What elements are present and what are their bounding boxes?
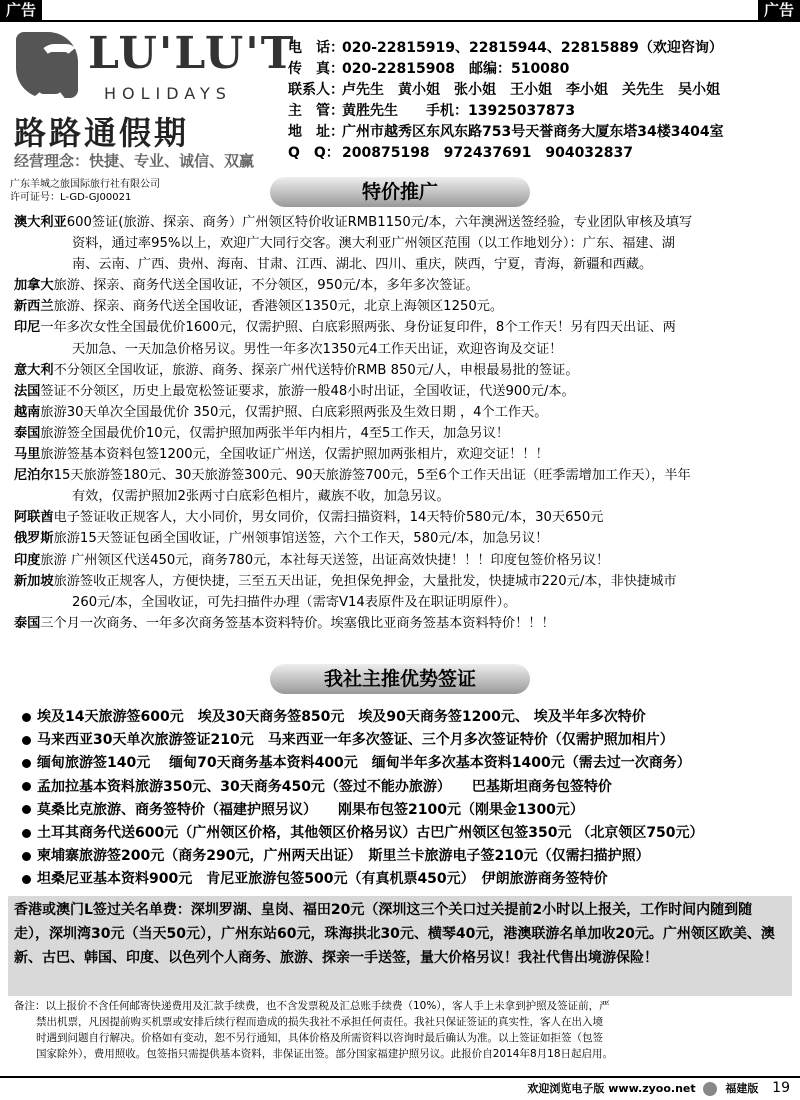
offer-text: 15天旅游签180元、30天旅游签300元、90天旅游签700元，5至6个工作天出证（旺季需增加工作天），半年 [53,468,691,484]
offer-line [14,423,790,444]
offers-list [14,212,790,634]
offer-text: 天加急、一天加急价格另议。男性一年多次1350元4工作天出证，欢迎咨询及交证！ [72,341,563,357]
logo-circle-icon [703,1082,717,1096]
offer-text: 旅游、探亲、商务代送全国收证，不分领区，950元/本，多年多次签证。 [53,278,479,294]
bullet-icon [22,759,31,768]
offer-text: 旅游 广州领区代送450元，商务780元，本社每天送签，出证高效快捷！！！印度包签价格另议！ [40,552,610,568]
offer-text: 资料，通过率95%以上，欢迎广大同行交客。澳大利亚广州领区范围（以工作地划分）：广东、福建、湖 [72,236,675,252]
contact-label: 主 管： [288,103,344,119]
notes [14,998,790,1062]
contact-value: 卢先生 黄小姐 张小姐 王小姐 李小姐 关先生 吴小姐 [342,82,720,98]
contact-value: 广州市越秀区东风东路753号天誉商务大厦东塔34楼3404室 [342,124,724,140]
featured-item [22,706,792,729]
contact-row [288,59,724,80]
offer-country: 澳大利亚 [14,215,67,230]
featured-item [22,868,792,891]
bullet-icon [22,736,31,745]
logo-s-icon [16,32,78,98]
offer-text: 签证不分领区，历史上最宽松签证要求，旅游一般48小时出证，全国收证，代送900元/本。 [40,383,575,399]
bullet-icon [22,852,31,861]
contact-label: 地 址： [288,124,344,140]
offer-line [14,486,790,507]
footer [527,1080,790,1096]
featured-item [22,845,792,868]
featured-text: 莫桑比克旅游、商务签特价（福建护照另议） 刚果布包签2100元（刚果金1300元） [37,801,584,818]
logo-cn-name: 路路通假期 [14,114,190,152]
bullet-icon [22,829,31,838]
contact-row [288,38,724,59]
featured-item [22,799,792,822]
footer-edition: 福建版 [725,1082,759,1095]
offer-line [14,528,790,549]
offer-line [14,571,790,592]
ad-label-right: 广告 [758,0,800,20]
offer-line [14,339,790,360]
contact-block [288,38,724,164]
footer-divider [0,1076,800,1078]
offer-country: 马里 [14,447,41,463]
footer-site-link[interactable]: www.zyoo.net [608,1082,696,1095]
page-number: 19 [772,1080,790,1096]
offer-text: 有效，仅需护照加2张两寸白底彩色相片，藏族不收，加急另议。 [72,489,450,505]
offer-text: 旅游15天签证包函全国收证，广州领事馆送签，六个工作天，580元/本，加急另议！ [53,531,549,547]
license-number: 许可证号：L-GD-GJ00021 [10,192,132,203]
contact-label: Q Q： [288,145,340,161]
bullet-icon [22,782,31,791]
bullet-icon [22,875,31,884]
offer-country: 俄罗斯 [14,531,54,547]
offer-line [14,254,790,275]
offer-text: 600签证(旅游、探亲、商务）广州领区特价收证RMB1150元/本，六年澳洲送签经验，专业团队审核及填写 [66,215,693,230]
logo [8,26,296,176]
ad-label-left: 广告 [0,0,42,20]
note-line: 备注：以上报价不含任何邮寄快递费用及汇款手续费，也不含发票税及汇总账手续费（10%），客人手上未拿到护照及签证前，严 [14,1000,610,1012]
note-line: 时遇到问题自行解决。价格如有变动，恕不另行通知，具体价格及所需资料以咨询时最后确认为准。以上签证如拒签（包签 [36,1032,603,1044]
offer-line [14,550,790,571]
offer-line [14,613,790,634]
logo-brand: LU'LU'T [88,28,296,79]
company-info [10,178,160,204]
offer-text: 旅游签基本资料包签1200元，全国收证广州送，仅需护照加两张相片，欢迎交证！！！ [40,447,549,463]
offer-text: 旅游签收正规客人，方便快捷，三至五天出证，免担保免押金，大量批发，快捷城市220元/本，非快捷城市 [53,573,677,589]
offer-text: 不分领区全国收证，旅游、商务、探亲广州代送特价RMB 850元/人，申根最易批的签证。 [53,362,579,378]
offer-country: 新西兰 [14,299,54,315]
featured-item [22,729,792,752]
offer-text: 三个月一次商务、一年多次商务签基本资料特价。埃塞俄比亚商务签基本资料特价！！！ [40,615,555,631]
featured-text: 孟加拉基本资料旅游350元、30天商务450元（签过不能办旅游） 巴基斯坦商务包签特价 [37,778,612,795]
offer-text: 一年多次女性全国最优价1600元，仅需护照、白底彩照两张、身份证复印件，8个工作天！另有四天出证、两 [40,320,676,336]
offer-text: 旅游、探亲、商务代送全国收证，香港领区1350元，北京上海领区1250元。 [53,299,504,315]
offer-country: 加拿大 [14,278,54,294]
offer-line [14,296,790,317]
logo-motto: 经营理念：快捷、专业、诚信、双赢 [14,152,255,170]
offer-text: 旅游签全国最优价10元，仅需护照加两张半年内相片，4至5工作天，加急另议！ [40,425,510,441]
offer-country: 法国 [14,383,41,399]
offer-country: 泰国 [14,615,41,631]
featured-text: 土耳其商务代送600元（广州领区价格，其他领区价格另议）古巴广州领区包签350元 （北京领区750元） [37,825,704,842]
contact-row [288,80,724,101]
featured-item [22,776,792,799]
section-title-featured: 我社主推优势签证 [270,664,530,694]
offer-country: 阿联酋 [14,510,54,526]
contact-value: 200875198 972437691 904032837 [342,145,634,161]
offer-line [14,465,790,486]
section-title-specials: 特价推广 [270,177,530,207]
offer-text: 电子签证收正规客人，大小同价，男女同价，仅需扫描资料，14天特价580元/本，30天650元 [53,510,604,526]
offer-country: 越南 [14,404,41,420]
contact-label: 传 真： [288,61,344,77]
contact-value: 黄胜先生 手机：13925037873 [342,103,576,119]
featured-item [22,752,792,775]
contact-value: 020-22815919、22815944、22815889（欢迎咨询） [342,40,723,56]
offer-line [14,592,790,613]
note-line: 国家除外），费用照收。包签指只需提供基本资料，非保证出签。部分国家福建护照另议。此报价自2014年8月18日起启用。 [36,1048,614,1060]
offer-country: 泰国 [14,425,41,441]
featured-text: 缅甸旅游签140元 缅甸70天商务基本资料400元 缅甸半年多次基本资料1400元（需去过一次商务） [37,755,691,772]
offer-country: 新加坡 [14,573,54,589]
offer-line [14,381,790,402]
offer-line [14,507,790,528]
logo-holidays: HOLIDAYS [104,84,232,103]
contact-label: 联系人： [288,82,344,98]
footer-welcome: 欢迎浏览电子版 [527,1082,605,1095]
offer-line [14,402,790,423]
featured-text: 埃及14天旅游签600元 埃及30天商务签850元 埃及90天商务签1200元、 埃及半年多次特价 [37,709,646,725]
offer-line [14,212,790,233]
offer-country: 尼泊尔 [14,468,54,484]
note-line: 禁出机票，凡因提前购买机票或安排后续行程而造成的损失我社不承担任何责任。我社只保证签证的真实性，客人在出入境 [36,1016,603,1028]
offer-line [14,360,790,381]
contact-label: 电 话： [288,40,344,56]
offer-line [14,444,790,465]
contact-row [288,122,724,143]
offer-country: 意大利 [14,362,54,378]
featured-text: 柬埔寨旅游签200元（商务290元，广州两天出证） 斯里兰卡旅游电子签210元（仅需扫描护照） [37,848,650,865]
offer-line [14,233,790,254]
offer-country: 印尼 [14,320,41,336]
company-name: 广东羊城之旅国际旅行社有限公司 [10,179,160,190]
top-divider [0,20,800,22]
featured-text: 坦桑尼亚基本资料900元 肯尼亚旅游包签500元（有真机票450元） 伊朗旅游商务签特价 [37,871,608,888]
contact-value: 020-22815908 邮编：510080 [342,61,570,77]
offer-text: 旅游30天单次全国最优价 350元，仅需护照、白底彩照两张及生效日期 ，4个工作天。 [40,404,548,420]
contact-row [288,143,724,164]
bullet-icon [22,805,31,814]
offer-text: 南、云南、广西、贵州、海南、甘肃、江西、湖北、四川、重庆，陕西，宁夏，青海，新疆和西藏。 [72,257,653,273]
bullet-icon [22,713,31,722]
offer-text: 260元/本，全国收证，可先扫描件办理（需寄V14表原件及在职证明原件）。 [72,594,517,610]
offer-line [14,275,790,296]
featured-list [22,706,792,892]
featured-item [22,822,792,845]
contact-row [288,101,724,122]
offer-country: 印度 [14,552,41,568]
hk-macau-notice: 香港或澳门L签过关名单费：深圳罗湖、皇岗、福田20元（深圳这三个关口过关提前2小时以上报关，工作时间内随到随走），深圳湾30元（当天50元），广州东站60元，珠海拱北30元、横琴40元，港澳联游名单加收20元。广州领区欧美、澳新、古巴、韩国、印度、以色列个人商务、旅游、探亲一手送签，量大价格另议！我社代售出境游保险！ [8,896,792,996]
featured-text: 马来西亚30天单次旅游签证210元 马来西亚一年多次签证、三个月多次签证特价（仅需护照加相片） [37,732,674,749]
offer-line [14,317,790,338]
